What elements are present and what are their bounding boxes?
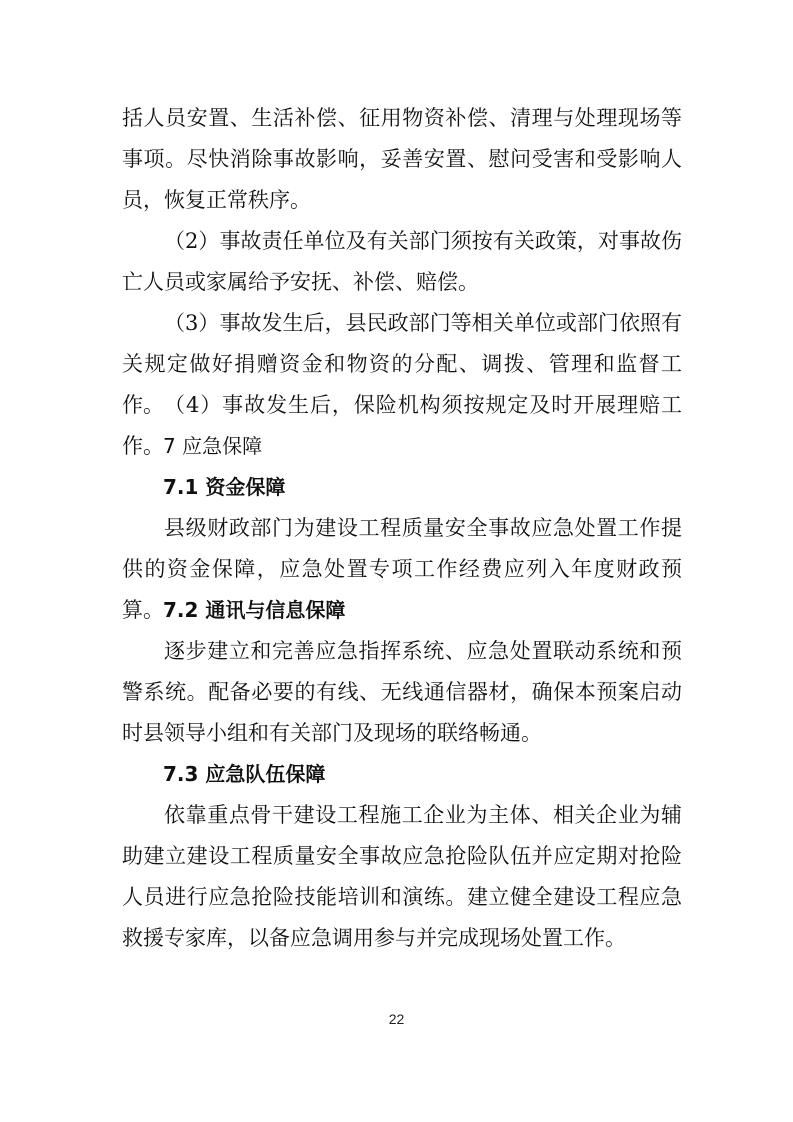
paragraph-communication: 逐步建立和完善应急指挥系统、应急处置联动系统和预警系统。配备必要的有线、无线通信器材，确保本预案启动时县领导小组和有关部门及现场的联络畅通。 bbox=[122, 639, 682, 745]
paragraph-emergency-team: 依靠重点骨干建设工程施工企业为主体、相关企业为辅助建立建设工程质量安全事故应急抢险队伍并应定期对抢险人员进行应急抢险技能培训和演练。建立健全建设工程应急救援专家库，以备应急调用参与并完成现场处置工作。 bbox=[122, 803, 682, 950]
paragraph-item-3: （3）事故发生后，县民政部门等相关单位或部门依照有关规定做好捐赠资金和物资的分配、调拨、管理和监督工作。 bbox=[122, 311, 682, 417]
section-heading-7-1: 7.1 资金保障 bbox=[163, 475, 286, 499]
paragraph-item-2: （2）事故责任单位及有关部门须按有关政策，对事故伤亡人员或家属给予安抚、补偿、赔偿。 bbox=[122, 229, 682, 294]
section-heading-7: 7 应急保障 bbox=[163, 434, 263, 458]
page-number: 22 bbox=[388, 1011, 405, 1027]
paragraph-aftermath-compensation: 括人员安置、生活补偿、征用物资补偿、清理与处理现场等事项。尽快消除事故影响，妥善安置、慰问受害和受影响人员，恢复正常秩序。 bbox=[122, 106, 682, 212]
section-heading-7-3: 7.3 应急队伍保障 bbox=[163, 762, 326, 786]
paragraph-item-4: （4）事故发生后，保险机构须按规定及时开展理赔工作。 bbox=[122, 393, 682, 458]
paragraph-funding: 县级财政部门为建设工程质量安全事故应急处置工作提供的资金保障，应急处置专项工作经费应列入年度财政预算。 bbox=[122, 516, 682, 622]
section-heading-7-2: 7.2 通讯与信息保障 bbox=[163, 598, 346, 622]
